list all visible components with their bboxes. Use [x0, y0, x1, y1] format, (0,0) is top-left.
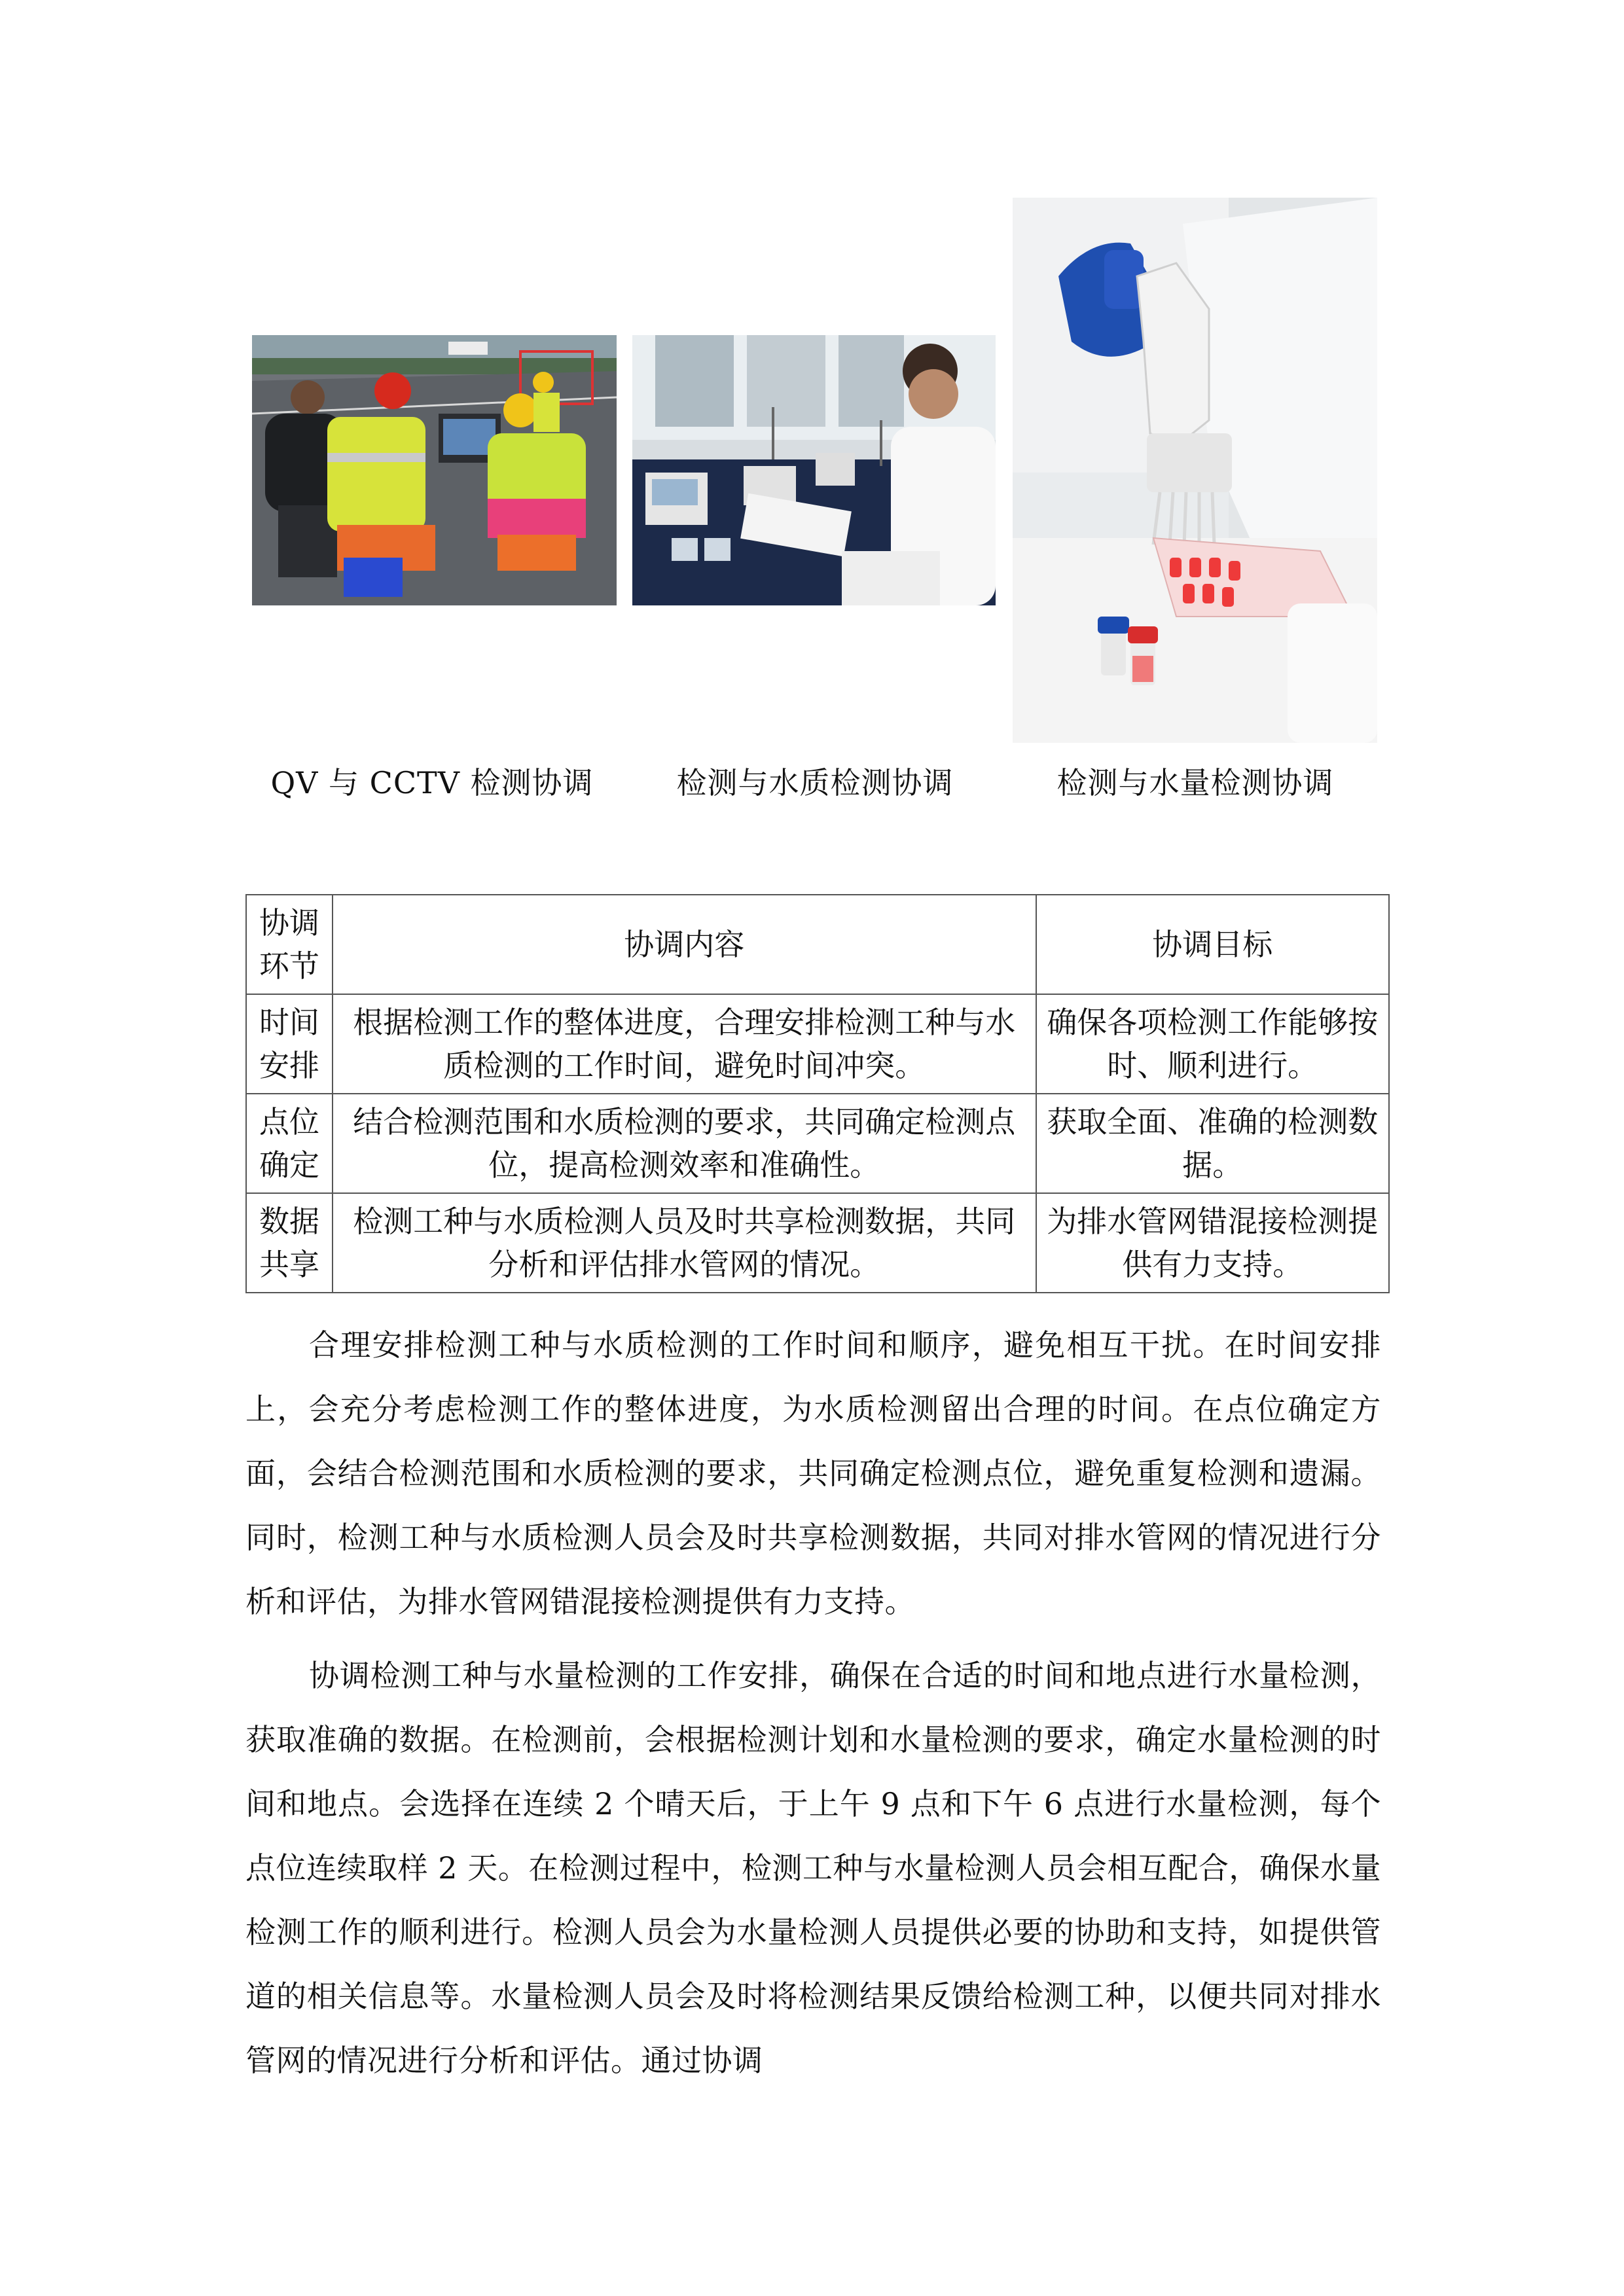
- water-quantity-photo: [1013, 198, 1377, 743]
- photo-caption-water-quantity: 检测与水量检测协调: [1056, 765, 1334, 800]
- qv-cctv-photo: [252, 335, 617, 605]
- water-quality-photo: [632, 335, 996, 605]
- table-cell-goal: 为排水管网错混接检测提供有力支持。: [1036, 1193, 1389, 1293]
- table-row: [246, 1094, 1389, 1193]
- table-row: [246, 994, 1389, 1094]
- coordination-table: [245, 894, 1390, 1293]
- table-cell-stage: 点位确定: [246, 1094, 333, 1193]
- photo-caption-water-quality: 检测与水质检测协调: [676, 765, 954, 800]
- table-header-stage: 协调环节: [246, 895, 333, 994]
- table-cell-goal: 确保各项检测工作能够按时、顺利进行。: [1036, 994, 1389, 1094]
- photo-caption-qv-cctv: QV 与 CCTV 检测协调: [270, 765, 594, 800]
- table-header-row: [246, 895, 1389, 994]
- table-cell-content: 检测工种与水质检测人员及时共享检测数据，共同分析和评估排水管网的情况。: [333, 1193, 1036, 1293]
- table-cell-content: 根据检测工作的整体进度，合理安排检测工种与水质检测的工作时间，避免时间冲突。: [333, 994, 1036, 1094]
- table-header-goal: 协调目标: [1036, 895, 1389, 994]
- body-paragraph-water-quantity: 协调检测工种与水量检测的工作安排，确保在合适的时间和地点进行水量检测，获取准确的数据。在检测前，会根据检测计划和水量检测的要求，确定水量检测的时间和地点。会选择在连续 2 个晴天后，于上午 9 点和下午 6 点进行水量检测，每个点位连续取样 2 天。在检测过程中，检测工种与水量检测人员会相互配合，确保水量检测工作的顺利进行。检测人员会为水量检测人员提供必要的协助和支持，如提供管道的相关信息等。水量检测人员会及时将检测结果反馈给检测工种，以便共同对排水管网的情况进行分析和评估。通过协调: [245, 1658, 1381, 2078]
- table-header-content: 协调内容: [333, 895, 1036, 994]
- table-cell-stage: 时间安排: [246, 994, 333, 1094]
- body-paragraph-water-quality: 合理安排检测工种与水质检测的工作时间和顺序，避免相互干扰。在时间安排上，会充分考虑检测工作的整体进度，为水质检测留出合理的时间。在点位确定方面，会结合检测范围和水质检测的要求，共同确定检测点位，避免重复检测和遗漏。同时，检测工种与水质检测人员会及时共享检测数据，共同对排水管网的情况进行分析和评估，为排水管网错混接检测提供有力支持。: [245, 1327, 1381, 1619]
- table-cell-content: 结合检测范围和水质检测的要求，共同确定检测点位，提高检测效率和准确性。: [333, 1094, 1036, 1193]
- table-cell-stage: 数据共享: [246, 1193, 333, 1293]
- table-row: [246, 1193, 1389, 1293]
- table-cell-goal: 获取全面、准确的检测数据。: [1036, 1094, 1389, 1193]
